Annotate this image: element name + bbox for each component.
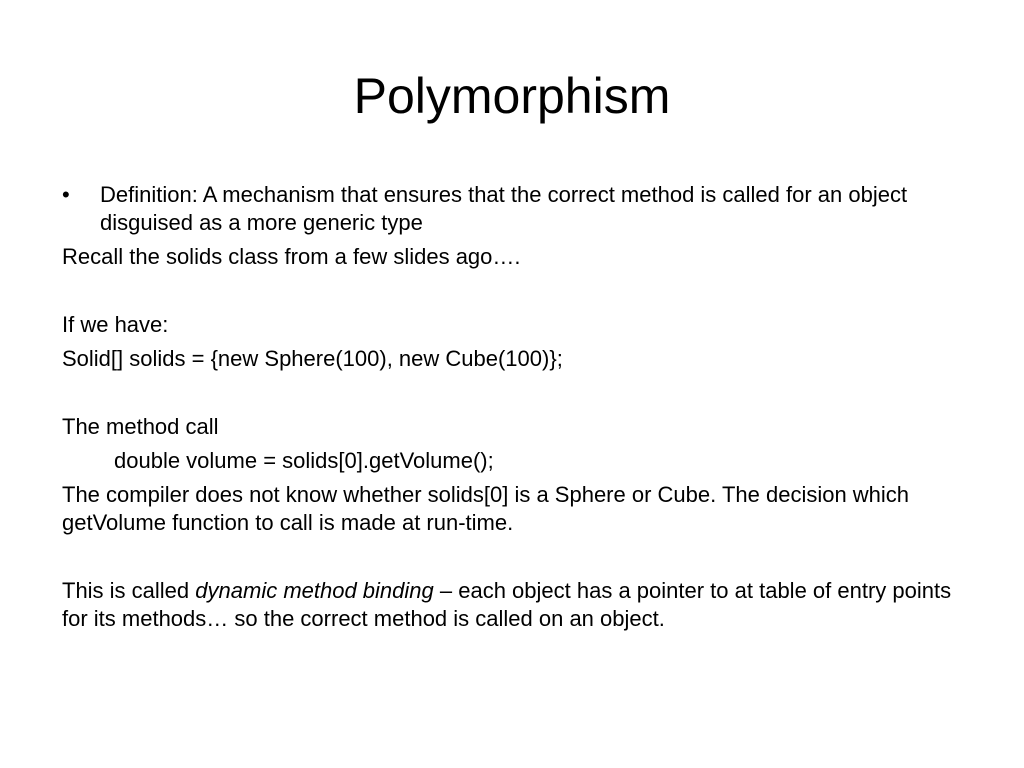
dynamic-binding-paragraph bbox=[62, 577, 982, 633]
definition-text: Definition: A mechanism that ensures that the correct method is called for an object disguised as a more generic type bbox=[100, 182, 908, 235]
dynamic-binding-prefix: This is called bbox=[62, 578, 196, 603]
dynamic-binding-term: dynamic method binding bbox=[195, 578, 434, 603]
compiler-explanation: The compiler does not know whether solids[0] is a Sphere or Cube. The decision which getVolume function to call is made at run-time. bbox=[62, 482, 910, 535]
slide-title: Polymorphism bbox=[353, 68, 671, 124]
solids-code-line: Solid[] solids = {new Sphere(100), new Cube(100)}; bbox=[62, 346, 563, 371]
volume-code-line: double volume = solids[0].getVolume(); bbox=[114, 448, 494, 473]
slide-body bbox=[62, 181, 982, 633]
bullet-icon: • bbox=[62, 182, 70, 207]
if-we-have-text: If we have: bbox=[62, 312, 169, 337]
method-call-label: The method call bbox=[62, 414, 219, 439]
recall-text: Recall the solids class from a few slides ago…. bbox=[62, 244, 521, 269]
dynamic-binding-suffix: – each object has a pointer to at table of entry points for its methods… so the correct method is called on an object. bbox=[62, 578, 952, 631]
definition-bullet bbox=[62, 181, 982, 237]
